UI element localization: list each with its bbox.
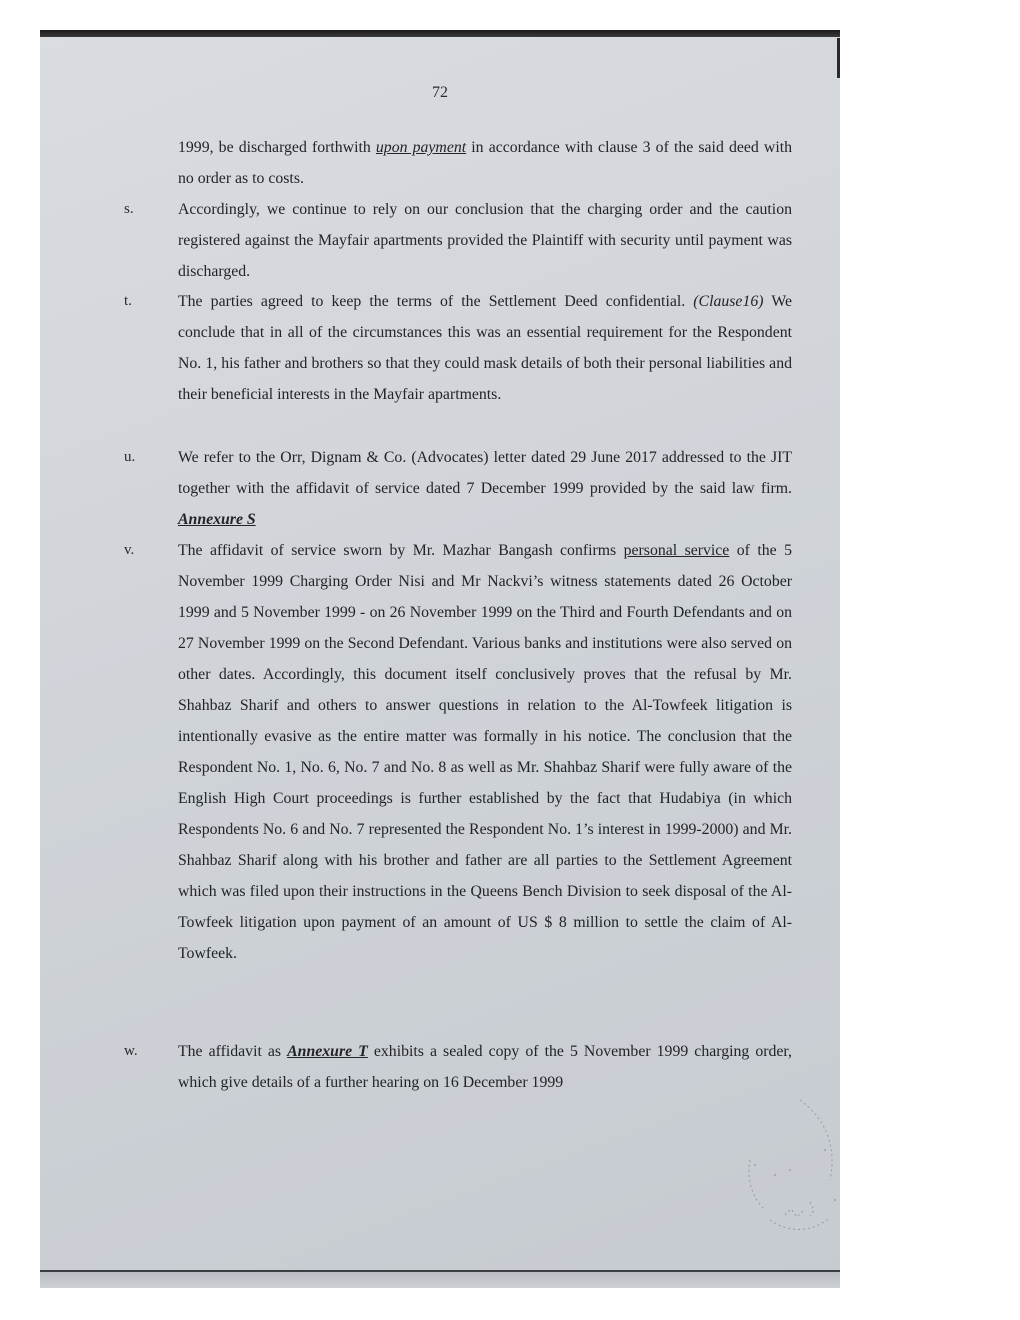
paper-bottom-shadow: [40, 1272, 840, 1288]
paragraph-marker-u: u.: [124, 449, 136, 465]
paragraph-marker-v: v.: [124, 542, 135, 558]
paragraph-w: The affidavit as Annexure T exhibits a sealed copy of the 5 November 1999 charging order, which give details of a further hearing on 16 December 1999: [178, 1043, 792, 1091]
paragraph-v: The affidavit of service sworn by Mr. Mazhar Bangash confirms personal service of the 5 November 1999 Charging Order Nisi and Mr Nackvi’s witness statements dated 26 October 1999 and 5 November 1999 - on 26 November 1999 on the Third and Fourth Defendants and on 27 November 1999 on the Second Defendant. Various banks and institutions were also served on other dates. Accordingly, this document itself conclusively proves that the refusal by Mr. Shahbaz Sharif and others to answer questions in relation to the Al-Towfeek litigation is intentionally evasive as the entire matter was formally in his notice. The conclusion that the Respondent No. 1, No. 6, No. 7 and No. 8 as well as Mr. Shahbaz Sharif were fully aware of the English High Court proceedings is further established by the fact that Hudabiya (in which Respondents No. 6 and No. 7 represented the Respondent No. 1’s interest in 1999-2000) and Mr. Shahbaz Sharif along with his brother and father are all parties to the Settlement Agreement which was filed upon their instructions in the Queens Bench Division to seek disposal of the Al-Towfeek litigation upon payment of an amount of US $ 8 million to settle the claim of Al-Towfeek.: [178, 542, 792, 962]
document-photo: [40, 30, 840, 1288]
paper-right-edge: [837, 38, 840, 78]
paper-top-edge: [40, 30, 840, 37]
annexure-t-reference: Annexure T: [287, 1043, 368, 1060]
clause-reference: (Clause16): [693, 293, 764, 310]
annexure-s-reference: Annexure S: [178, 511, 256, 528]
paragraph-t: The parties agreed to keep the terms of the Settlement Deed confidential. (Clause16) We conclude that in all of the circumstances this was an essential requirement for the Respondent No. 1, his father and brothers so that they could mask details of both their personal liabilities and their beneficial interests in the Mayfair apartments.: [178, 293, 792, 403]
upon-payment-emphasis: upon payment: [375, 139, 467, 156]
paragraph-s: Accordingly, we continue to rely on our conclusion that the charging order and the caution registered against the Mayfair apartments provided the Plaintiff with security until payment was discharged.: [178, 201, 792, 280]
page-number: 72: [432, 84, 448, 101]
continuation-paragraph: 1999, be discharged forthwith upon payment in accordance with clause 3 of the said deed with no order as to costs.: [178, 139, 793, 187]
paragraph-u: We refer to the Orr, Dignam & Co. (Advocates) letter dated 29 June 2017 addressed to the JIT together with the affidavit of service dated 7 December 1999 provided by the said law firm. Annexure S: [178, 449, 792, 528]
paragraph-marker-w: w.: [124, 1043, 138, 1059]
paragraph-marker-s: s.: [124, 201, 134, 217]
faint-stamp-mark: [730, 1090, 840, 1250]
personal-service-underline: personal service: [623, 542, 730, 559]
paragraph-marker-t: t.: [124, 293, 132, 309]
